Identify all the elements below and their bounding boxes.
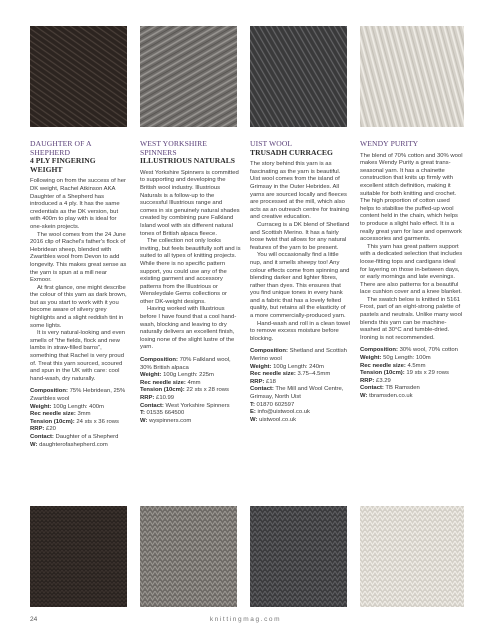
paragraph: This yarn has great pattern support with a dedicated selection that includes loose-fitting tops and cardigans ideal for layering on those in-between days, or early mornings and late evenings. There are also patterns for a beautiful lace cushion cover and a knee blanket. [360, 243, 463, 296]
spec-row: Rec needle size: 3mm [30, 411, 91, 418]
spec-row: W: daughterofashepherd.com [30, 441, 108, 448]
review-title [360, 140, 464, 149]
brand-name: DAUGHTER OF A SHEPHERD [30, 140, 92, 157]
paragraph: Curraceg is a DK blend of Shetland and Scottish Merino. It has a fairly loose twist that allows for any natural features of the yarn to be present. [250, 221, 350, 251]
spec-row: Tension (10cm): 19 sts x 29 rows [360, 370, 449, 377]
yarn-name: TRUSADH CURRACEG [250, 147, 333, 157]
review-title [30, 140, 128, 174]
knitted-swatch-uist-wool [250, 506, 347, 607]
paragraph: At first glance, one might describe the colour of this yarn as dark brown, but as you start to work with it you become aware of silvery grey highlights and a slight reddish tint in some lights. [30, 284, 127, 329]
yarn-name: 4 PLY FINGERING WEIGHT [30, 156, 96, 174]
spec-row: RRP: £10.99 [140, 395, 175, 401]
spec-row: Composition: Shetland and Scottish Merino wool [250, 348, 347, 363]
spec-row: T: 01535 664500 [140, 410, 185, 417]
spec-row: Composition: 70% Falkland wool, 30% British alpaca [140, 357, 231, 371]
paragraph: West Yorkshire Spinners is committed to supporting and developing the British wool industry. Illustrious Naturals is a follow-up to the successful Illustrious range and comes in six genuinely natural shades created by combining pure Falkland Island wool with six different natural tones of British alpaca fleece. [140, 169, 240, 237]
spec-row: Contact: TB Ramsden [360, 385, 420, 392]
spec-list [30, 388, 128, 449]
spec-row: T: 01870 602597 [250, 401, 295, 408]
review-wendy-purity [360, 140, 464, 401]
spec-row: Rec needle size: 4mm [140, 379, 201, 386]
spec-row: Contact: West Yorkshire Spinners [140, 402, 230, 409]
spec-row: Rec needle size: 3.75–4.5mm [250, 371, 331, 378]
brand-name: UIST WOOL [250, 140, 293, 148]
yarn-photo-uist-wool [250, 26, 347, 127]
yarn-name: ILLUSTRIOUS NATURALS [140, 156, 236, 166]
spec-row: Weight: 100g Length: 225m [140, 372, 214, 379]
spec-row: Weight: 100g Length: 240m [250, 363, 324, 370]
paragraph: You will occasionally find a little nup, and it smells sheepy too! Any colour effects come from spinning and blending darker and lighter fibres, rather than dyes. This ensures that you find unique tones in every hank and a fabric that has a lovely felted quality, but retains all the elasticity of a more commercially-produced yarn. [250, 252, 350, 320]
spec-row: Weight: 100g Length: 400m [30, 403, 104, 410]
paragraph: The story behind this yarn is as fascinating as the yarn is beautiful. Uist wool comes from the island of Grimsay in the Outer Hebrides. All yarns are sourced locally and fleeces are processed at the mill, which also acts as an outreach centre for training and creative education. [250, 161, 349, 221]
site-url: knittingmag.com [209, 616, 282, 623]
review-body [360, 153, 464, 343]
spec-row: Tension (10cm): 22 sts x 28 rows [140, 387, 229, 394]
spec-row: RRP: £3.29 [360, 377, 391, 384]
spec-row: Contact: The Mill and Wool Centre, Grimsay, North Uist [250, 386, 344, 400]
spec-row: W: wyspinners.com [140, 417, 192, 424]
paragraph: The swatch below is knitted in 5161 Frost, part of an eight-strong palette of pastels and neutrals. Unlike many wool blends this yarn can be machine-washed at 30°C and tumble-dried. Ironing is not recommended. [360, 296, 463, 341]
paragraph: The collection not only looks inviting, but feels beautifully soft and is suited to all types of knitting projects. While there is no specific pattern support, you could use any of the existing garment and accessory patterns from the Illustrious or Wensleydale Gems collections or other DK-weight designs. [140, 238, 241, 305]
review-west-yorkshire-spinners [140, 140, 241, 425]
brand-name: WENDY [360, 140, 389, 148]
spec-row: Contact: Daughter of a Shepherd [30, 433, 119, 440]
review-body [250, 161, 350, 343]
spec-row: RRP: £18 [250, 378, 276, 385]
yarn-photo-wendy-purity [360, 26, 464, 127]
paragraph: Hand-wash and roll in a clean towel to remove excess moisture before blocking. [250, 320, 350, 342]
spec-row: Composition: 75% Hebridean, 25% Zwartbles wool [30, 388, 126, 402]
yarn-photo-daughter-of-a-shepherd [30, 26, 127, 127]
spec-row: Tension (10cm): 24 sts x 36 rows [30, 418, 119, 425]
knitted-swatch-west-yorkshire-spinners [140, 506, 237, 607]
spec-row: W: uistwool.co.uk [250, 416, 297, 423]
review-daughter-of-a-shepherd [30, 140, 128, 449]
spec-row: W: tbramsden.co.uk [360, 393, 413, 399]
review-title [140, 140, 241, 166]
spec-list [250, 348, 350, 424]
brand-name: WEST YORKSHIRE SPINNERS [140, 140, 208, 157]
spec-row: RRP: £20 [30, 426, 56, 433]
paragraph: Having worked with Illustrious before I have found that a cool hand-wash, blocking and leaving to dry naturally delivers an excellent finish, losing none of the slight lustre of the yarn. [140, 306, 237, 351]
knitted-swatch-daughter-of-a-shepherd [30, 506, 127, 607]
yarn-photo-west-yorkshire-spinners [140, 26, 237, 127]
spec-row: Weight: 50g Length: 100m [360, 355, 431, 362]
page-number: 24 [30, 616, 38, 623]
review-uist-wool [250, 140, 350, 424]
knitted-swatch-wendy-purity [360, 506, 464, 607]
spec-row: E: info@uistwool.co.uk [250, 409, 311, 416]
review-title [250, 140, 350, 157]
paragraph: The blend of 70% cotton and 30% wool makes Wendy Purity a great trans-seasonal yarn. It has a chainette construction that knits up firmly with excellent stitch definition, making it suitable for both knitting and crochet. The high proportion of cotton used helps to stabilise the puffed-up wool content held in the chain, which helps to produce a slight halo effect. It is a really great yarn for lace and openwork accessories and garments. [360, 152, 463, 243]
paragraph: It is very natural-looking and even smells of "the fields, flock and new lambs in straw-filled barns", something that Rachel is very proud of. Treat this yarn sourced, scoured and spun in the UK with care: cool hand-wash, dry naturally. [30, 330, 126, 382]
spec-row: Rec needle size: 4.5mm [360, 362, 426, 369]
paragraph: The wool comes from the 24 June 2016 clip of Rachel's father's flock of Hebridean sheep, blended with Zwartbles wool from Devon to add longevity. This makes great sense as the yarn is spun at a mill near Exmoor. [30, 231, 127, 284]
review-body [30, 178, 128, 383]
yarn-name: PURITY [390, 140, 419, 148]
spec-row: Composition: 30% wool, 70% cotton [360, 347, 458, 354]
spec-list [140, 357, 241, 425]
review-body [140, 170, 241, 352]
paragraph: Following on from the success of her DK weight, Rachel Atkinson AKA Daughter of a Shepherd has introduced a 4 ply. It has the same credentials as the DK version, but with 400m to play with is ideal for one-skein projects. [30, 178, 126, 230]
spec-list [360, 347, 464, 400]
